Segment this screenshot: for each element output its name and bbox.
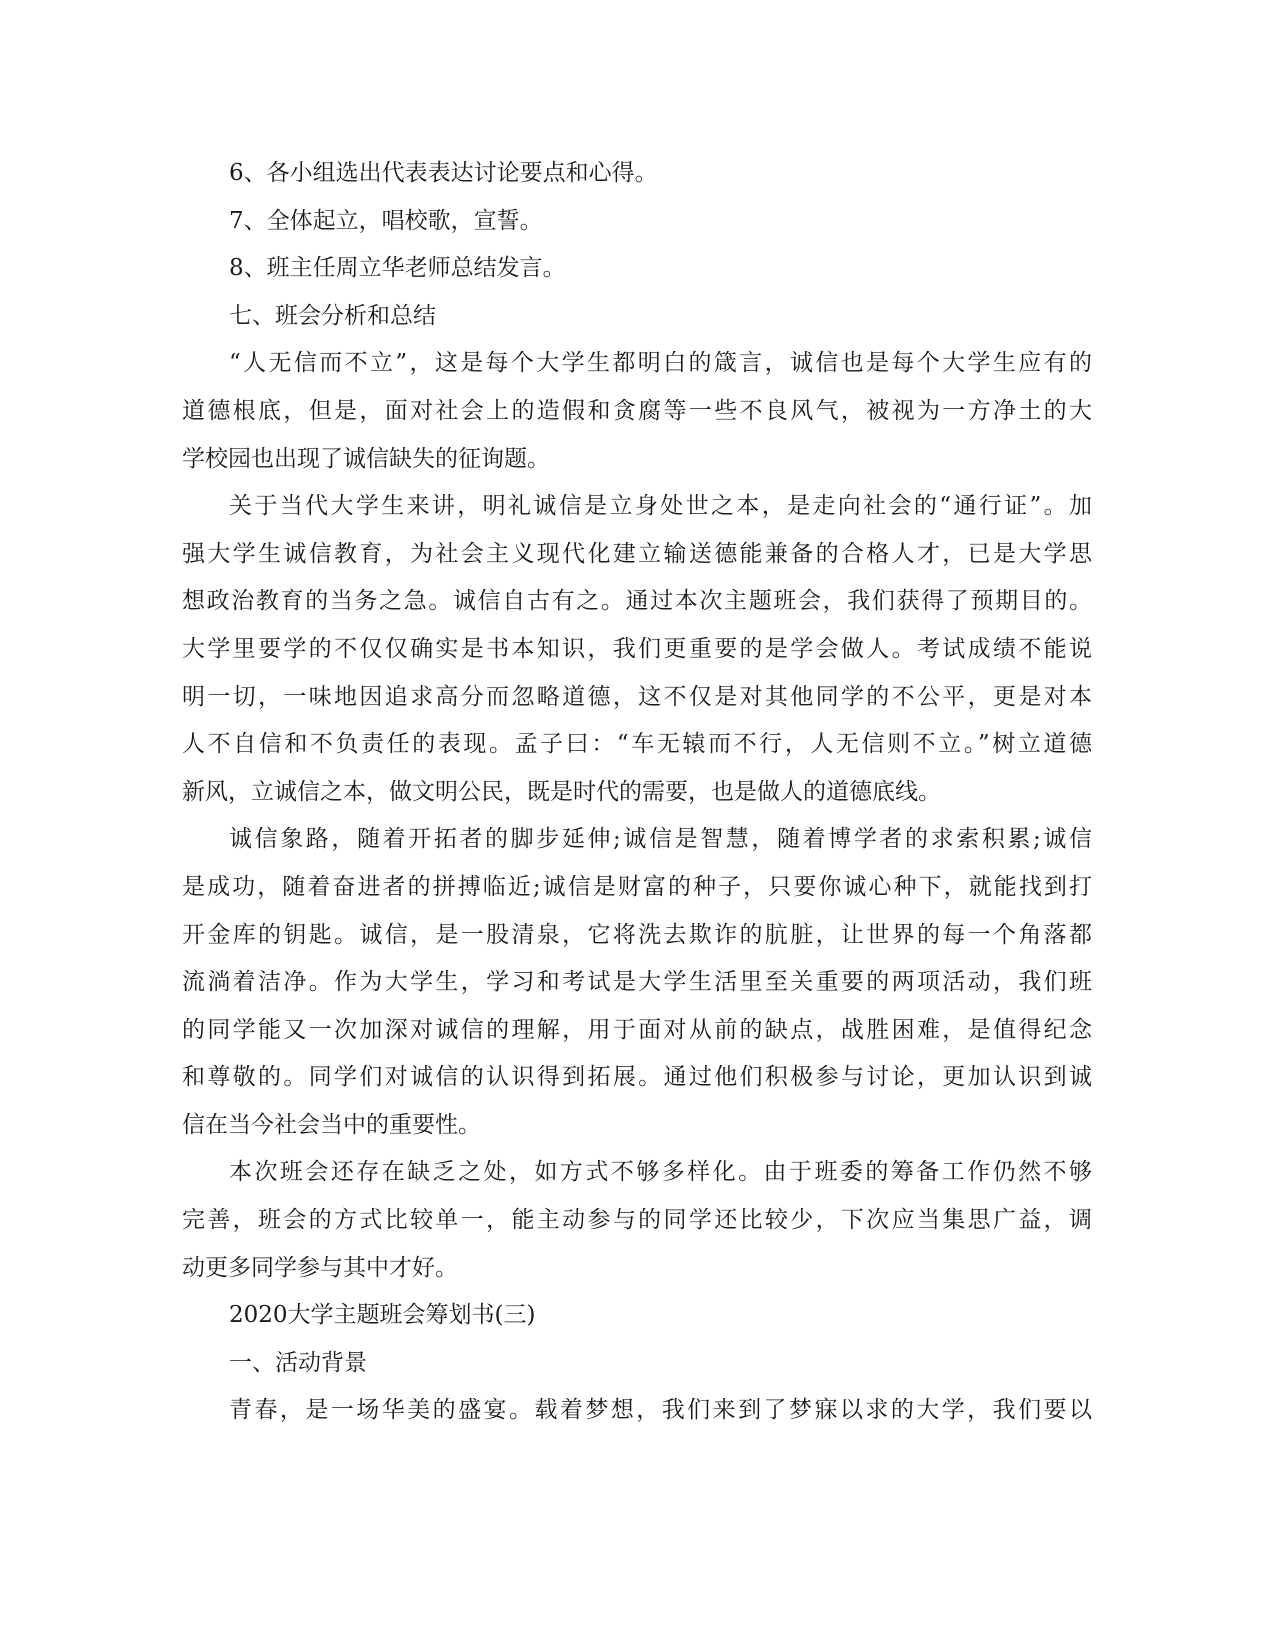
text-line: 的同学能又一次加深对诚信的理解，用于面对从前的缺点，战胜困难，是值得纪念 (182, 1016, 1092, 1043)
text-line: 一、活动背景 (229, 1349, 367, 1376)
text-line: 强大学生诚信教育，为社会主义现代化建立输送德能兼备的合格人才，已是大学思 (182, 540, 1092, 567)
text-line: 是成功，随着奋进者的拼搏临近;诚信是财富的种子，只要你诚心种下，就能找到打 (182, 873, 1092, 900)
text-line: 8、班主任周立华老师总结发言。 (229, 255, 566, 282)
text-line: 7、全体起立，唱校歌，宣誓。 (229, 207, 543, 234)
text-line: 6、各小组选出代表表达讨论要点和心得。 (229, 160, 658, 186)
text-line: 关于当代大学生来讲，明礼诚信是立身处世之本，是走向社会的“通行证”。加 (229, 493, 1092, 520)
text-line: 明一切，一味地因追求高分而忽略道德，这不仅是对其他同学的不公平，更是对本 (182, 683, 1092, 710)
text-line: 2020大学主题班会筹划书(三) (229, 1302, 536, 1329)
text-line: 本次班会还存在缺乏之处，如方式不够多样化。由于班委的筹备工作仍然不够 (229, 1159, 1092, 1186)
text-line: “人无信而不立”，这是每个大学生都明白的箴言，诚信也是每个大学生应有的 (229, 350, 1092, 377)
text-line: 七、班会分析和总结 (229, 302, 436, 329)
text-line: 青春，是一场华美的盛宴。载着梦想，我们来到了梦寐以求的大学，我们要以 (229, 1397, 1092, 1424)
text-line: 完善，班会的方式比较单一，能主动参与的同学还比较少，下次应当集思广益，调 (182, 1207, 1092, 1234)
text-line: 和尊敬的。同学们对诚信的认识得到拓展。通过他们积极参与讨论，更加认识到诚 (182, 1064, 1092, 1091)
text-line: 信在当今社会当中的重要性。 (182, 1111, 481, 1138)
text-line: 流淌着洁净。作为大学生，学习和考试是大学生活里至关重要的两项活动，我们班 (182, 969, 1092, 996)
text-line: 人不自信和不负责任的表现。孟子曰：“车无辕而不行，人无信则不立。”树立道德 (182, 731, 1092, 758)
text-line: 诚信象路，随着开拓者的脚步延伸;诚信是智慧，随着博学者的求索积累;诚信 (229, 826, 1092, 853)
text-line: 开金库的钥匙。诚信，是一股清泉，它将洗去欺诈的肮脏，让世界的每一个角落都 (182, 921, 1092, 948)
text-line: 学校园也出现了诚信缺失的征询题。 (182, 445, 550, 472)
text-line: 新风，立诚信之本，做文明公民，既是时代的需要，也是做人的道德底线。 (182, 778, 941, 805)
text-line: 动更多同学参与其中才好。 (182, 1254, 458, 1281)
text-line: 大学里要学的不仅仅确实是书本知识，我们更重要的是学会做人。考试成绩不能说 (182, 635, 1092, 662)
text-line: 想政治教育的当务之急。诚信自古有之。通过本次主题班会，我们获得了预期目的。 (182, 588, 1092, 615)
text-line: 道德根底，但是，面对社会上的造假和贪腐等一些不良风气，被视为一方净土的大 (182, 397, 1092, 424)
document-page (182, 150, 1092, 1435)
